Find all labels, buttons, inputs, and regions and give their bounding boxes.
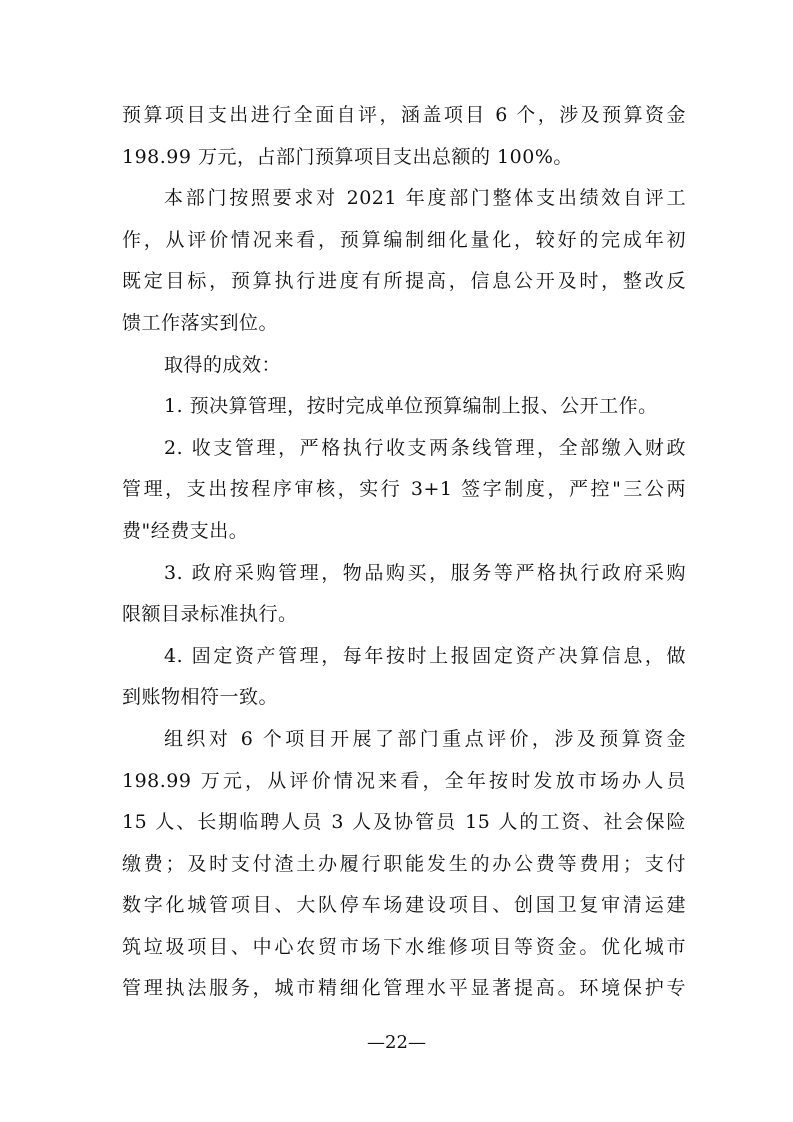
text-line: 管理执法服务，城市精细化管理水平显著提高。环境保护专 xyxy=(122,977,686,1000)
text-line: 198.99 万元，占部门预算项目支出总额的 100%。 xyxy=(122,145,573,168)
text-line: 管理，支出按程序审核，实行 3+1 签字制度，严控"三公两 xyxy=(122,478,686,501)
text-line: 预算项目支出进行全面自评，涵盖项目 6 个，涉及预算资金 xyxy=(122,104,686,126)
text-line: 15 人、长期临聘人员 3 人及协管员 15 人的工资、社会保险 xyxy=(122,811,686,834)
text-line: 数字化城管项目、大队停车场建设项目、创国卫复审清运建 xyxy=(122,894,686,917)
text-line: 2. 收支管理，严格执行收支两条线管理，全部缴入财政 xyxy=(164,436,686,459)
text-line: 1. 预决算管理，按时完成单位预算编制上报、公开工作。 xyxy=(164,395,658,418)
body-text xyxy=(122,95,686,1010)
text-line: 3. 政府采购管理，物品购买，服务等严格执行政府采购 xyxy=(164,561,686,584)
text-line: 缴费；及时支付渣土办履行职能发生的办公费等费用；支付 xyxy=(122,852,686,875)
page-number: —22— xyxy=(367,1032,426,1053)
text-line: 作，从评价情况来看，预算编制细化量化，较好的完成年初 xyxy=(122,228,686,251)
text-line: 费"经费支出。 xyxy=(122,519,249,542)
text-line: 组织对 6 个项目开展了部门重点评价，涉及预算资金 xyxy=(164,727,686,750)
text-line: 限额目录标准执行。 xyxy=(122,603,298,626)
text-line: 4. 固定资产管理，每年按时上报固定资产决算信息，做 xyxy=(164,644,686,667)
text-line: 198.99 万元，从评价情况来看，全年按时发放市场办人员 xyxy=(122,769,686,792)
text-line: 到账物相符一致。 xyxy=(122,686,279,709)
text-line: 既定目标，预算执行进度有所提高，信息公开及时，整改反 xyxy=(122,270,686,293)
text-line: 筑垃圾项目、中心农贸市场下水维修项目等资金。优化城市 xyxy=(122,935,686,958)
text-line: 本部门按照要求对 2021 年度部门整体支出绩效自评工 xyxy=(164,187,686,210)
text-line: 取得的成效： xyxy=(164,353,282,376)
text-line: 馈工作落实到位。 xyxy=(122,311,279,334)
